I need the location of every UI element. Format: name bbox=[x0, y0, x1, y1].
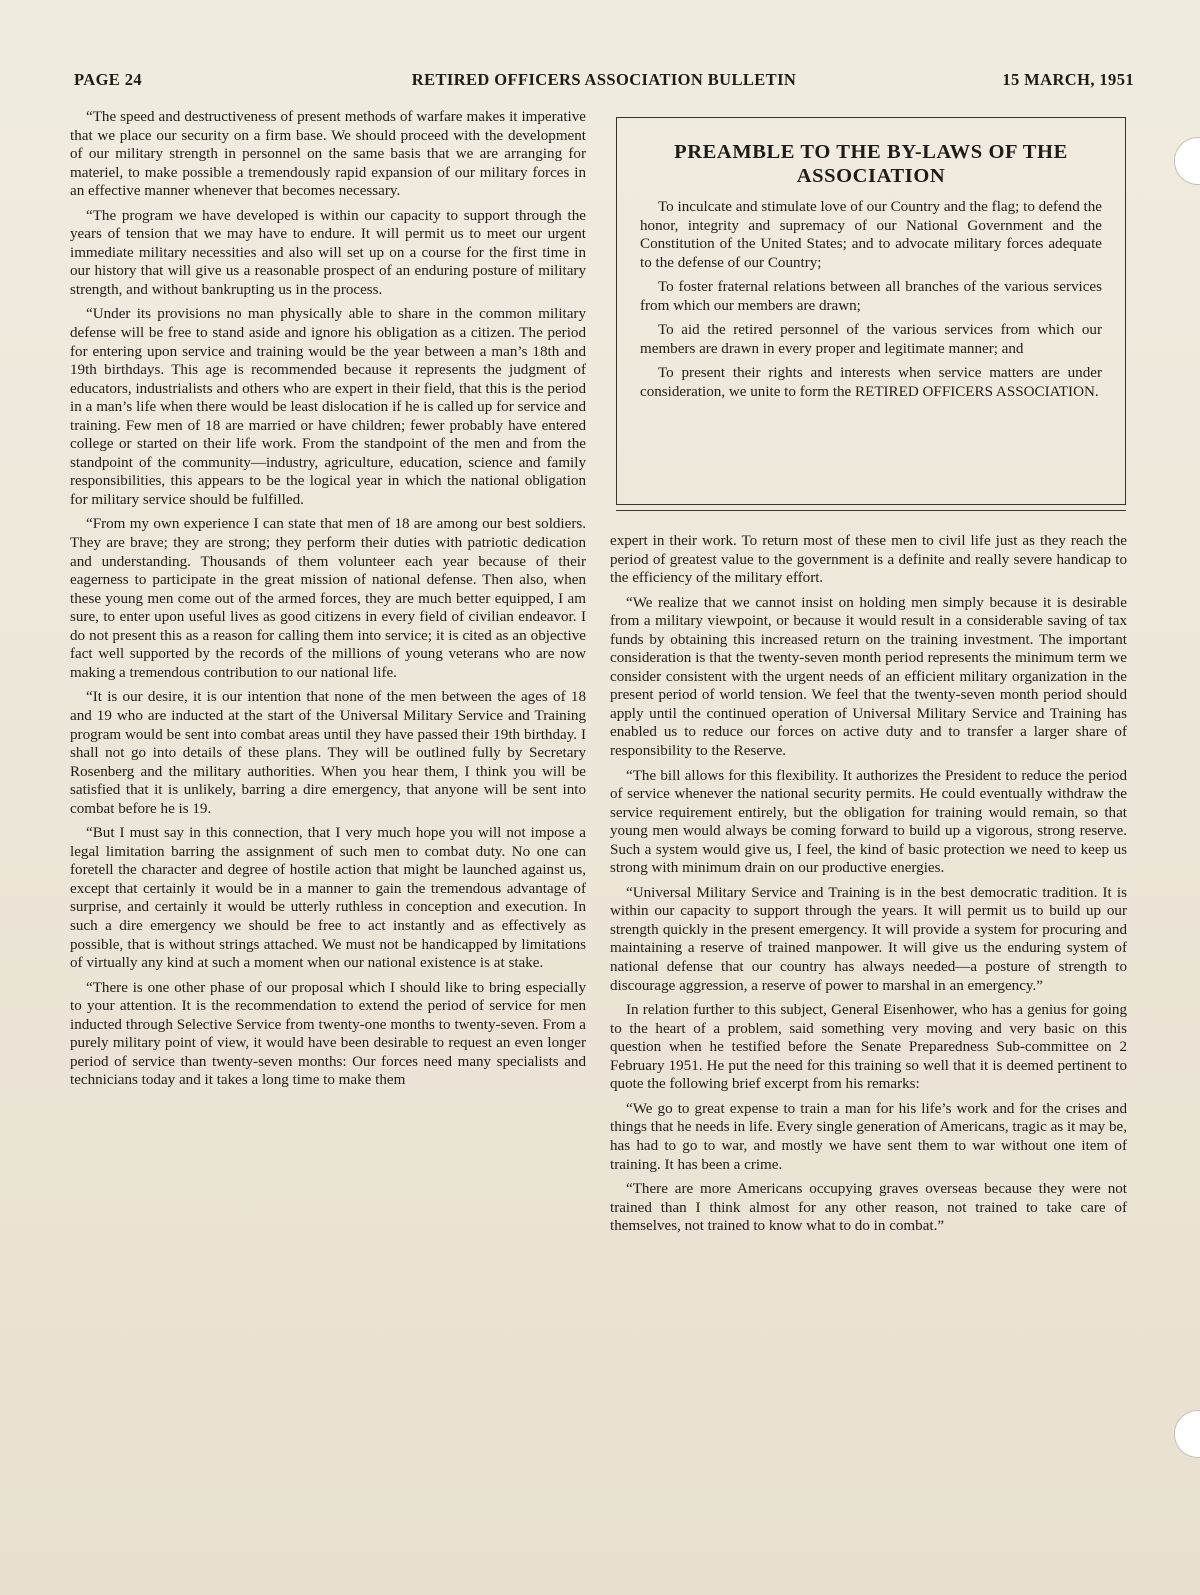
paragraph: “But I must say in this connection, that I very much hope you will not impose a legal limitation barring the assignment of such men to combat duty. No one can foretell the character and degree of hostile action that might be launched against us, except that certainly it would be in a manner to gain the tremendous advantage of surprise, and certainly it would be utterly ruthless in conception and execution. In such a dire emergency we should be free to act instantly and as effectively as possible, that is without strings attached. We must not be handicapped by limitations of virtually any kind at such a moment when our national existence is at stake. bbox=[70, 825, 586, 972]
preamble-title: PREAMBLE TO THE BY-LAWS OF THE ASSOCIATION bbox=[674, 141, 1068, 187]
paragraph: “There are more Americans occupying graves overseas because they were not trained than I think almost for any other reason, not trained to take care of themselves, not trained to know what to do in combat.” bbox=[610, 1181, 1127, 1235]
preamble-paragraph: To foster fraternal relations between all branches of the various services from which our members are drawn; bbox=[640, 279, 1102, 314]
paragraph: “The bill allows for this flexibility. It authorizes the President to reduce the period of service whenever the national security permits. He could eventually withdraw the service requirement entirely, but the obligation for training would remain, so that young men would always be coming forward to build up a vigorous, strong reserve. Such a system would give us, I feel, the kind of basic protection we need to keep us strong with minimum drain on our productive energies. bbox=[610, 767, 1127, 877]
binder-hole-bottom bbox=[1174, 1410, 1200, 1458]
preamble-paragraph: To present their rights and interests when service matters are under consideration, we unite to form the RETIRED OFFICERS ASSOCIATION. bbox=[640, 365, 1102, 400]
binder-hole-top bbox=[1174, 137, 1200, 185]
paragraph: “The speed and destructiveness of present methods of warfare makes it imperative that we place our security on a firm base. We should proceed with the development of our military strength in personnel on the same basis that we are arranging for materiel, to make possible a tremendously rapid expansion of our military forces in an effective manner whenever that becomes necessary. bbox=[70, 109, 586, 200]
paragraph: “Under its provisions no man physically able to share in the common military defense will be free to stand aside and ignore his obligation as a citizen. The period for entering upon service and training would be the year between a man’s 18th and 19th birthdays. This age is recommended because it represents the judgment of educators, industrialists and others who are expert in their field, that this is the period in a man’s life when there would be least dislocation if he is called up for service and training. Few men of 18 are married or have children; fewer probably have entered college or started on their life work. From the standpoint of the men and from the standpoint of the community—industry, agriculture, education, science and family responsibilities, this appears to be the logical year in which the national obligation for military service should be fulfilled. bbox=[70, 306, 586, 508]
paragraph: “We realize that we cannot insist on holding men simply because it is desirable from a military viewpoint, or because it would result in a considerable saving of tax funds by obtaining this increased return on the training investment. The important consideration is that the twenty-seven month period represents the minimum term we consider consistent with the urgent needs of an efficient military organization in the present period of world tension. We feel that the twenty-seven month period should apply until the continued operation of Universal Military Service and Training has enabled us to reduce our forces on active duty and to transfer a larger share of responsibility to the Reserve. bbox=[610, 594, 1127, 760]
page-header bbox=[74, 70, 1134, 94]
paragraph: expert in their work. To return most of these men to civil life just as they reach the period of greatest value to the government is a definite and really severe handicap to the efficiency of the military effort. bbox=[610, 533, 1127, 587]
publication-title: RETIRED OFFICERS ASSOCIATION BULLETIN bbox=[411, 70, 797, 89]
paragraph: “Universal Military Service and Training is in the best democratic tradition. It is within our capacity to support through the years. It will permit us to build up our strength quickly in the present emergency. It will provide a system for procuring and maintaining a reserve of trained manpower. It will give us the enduring system of national defense that our country has always needed—a posture of strength to discourage aggression, a reserve of power to marshal in an emergency.” bbox=[610, 884, 1127, 994]
preamble-divider bbox=[616, 510, 1126, 511]
preamble-paragraph: To aid the retired personnel of the various services from which our members are drawn in every proper and legitimate manner; and bbox=[640, 322, 1102, 357]
preamble-paragraph: To inculcate and stimulate love of our Country and the flag; to defend the honor, integrity and supremacy of our National Government and the Constitution of the United States; and to advocate military forces adequate to the defense of our Country; bbox=[640, 199, 1102, 271]
left-column bbox=[70, 108, 586, 1096]
paragraph: “We go to great expense to train a man for his life’s work and for the crises and things that he needs in life. Every single generation of Americans, tragic as it may be, has had to go to war, and mostly we have sent them to war without one item of training. It has been a crime. bbox=[610, 1100, 1127, 1173]
preamble-box bbox=[616, 117, 1126, 505]
paragraph: In relation further to this subject, General Eisenhower, who has a genius for going to the heart of a problem, said something very moving and very basic on this question when he testified before the Senate Preparedness Sub-committee on 2 February 1951. He put the need for this training so well that it is deemed pertinent to quote the following brief excerpt from his remarks: bbox=[610, 1002, 1127, 1093]
issue-date: 15 MARCH, 1951 bbox=[1002, 70, 1134, 89]
paragraph: “The program we have developed is within our capacity to support through the years of tension that we may have to endure. It will permit us to meet our urgent immediate military necessities and also will set up on a course for the first time in our history that will give us a reasonable prospect of an enduring posture of military strength, and without bankrupting us in the process. bbox=[70, 207, 586, 298]
preamble-body bbox=[640, 198, 1102, 407]
page-number: PAGE 24 bbox=[74, 70, 143, 89]
paragraph: “It is our desire, it is our intention that none of the men between the ages of 18 and 19 who are inducted at the start of the Universal Military Service and Training program would be sent into combat areas until they have passed their 19th birthday. I shall not go into details of these plans. They will be outlined fully by Secretary Rosenberg and the military authorities. When you hear them, I think you will be satisfied that it is unlikely, barring a dire emergency, that anyone will be sent into combat before he is 19. bbox=[70, 689, 586, 817]
paragraph: “From my own experience I can state that men of 18 are among our best soldiers. They are brave; they are strong; they perform their duties with patriotic dedication and understanding. Thousands of them volunteer each year because of their eagerness to participate in the great mission of national defense. Then also, when these young men come out of the armed forces, they are much better equipped, I am sure, to enter upon useful lives as good citizens in every field of civilian endeavor. I do not present this as a reason for calling them into service; it is cited as an objective fact well supported by the records of the millions of young veterans who are now making a tremendous contribution to our national life. bbox=[70, 516, 586, 681]
right-column bbox=[610, 532, 1127, 1242]
paragraph: “There is one other phase of our proposal which I should like to bring especially to your attention. It is the recommendation to extend the period of service for men inducted through Selective Service from twenty-one months to twenty-seven. From a purely military point of view, it would have been desirable to request an even longer period of service than twenty-seven months: Our forces need many specialists and technicians today and it takes a long time to make them bbox=[70, 979, 586, 1089]
